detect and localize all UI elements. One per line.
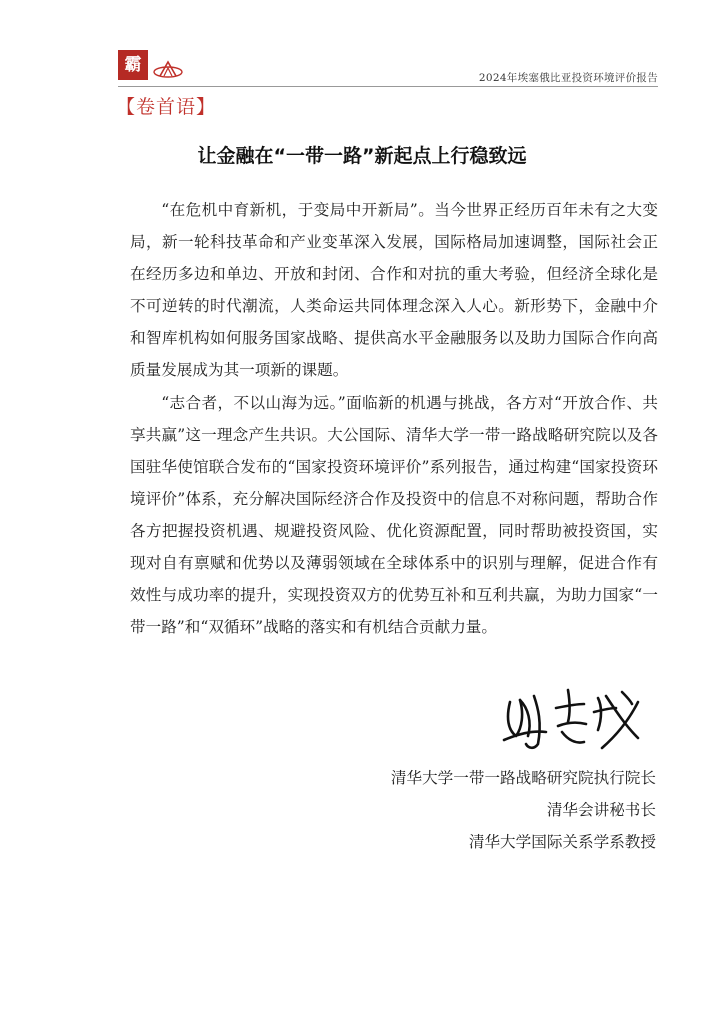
paragraph: “志合者，不以山海为远。”面临新的机遇与挑战，各方对“开放合作、共享共赢”这一理念产生共识。大公国际、清华大学一带一路战略研究院以及各国驻华使馆联合发布的“国家投资环境评价”系列报告，通过构建“国家投资环境评价”体系，充分解决国际经济合作及投资中的信息不对称问题，帮助合作各方把握投资机遇、规避投资风险、优化资源配置，同时帮助被投资国，实现对自有禀赋和优势以及薄弱领域在全球体系中的识别与理解，促进合作有效性与成功率的提升，实现投资双方的优势互补和互利共赢，为助力国家“一带一路”和“双循环”战略的落实和有机结合贡献力量。 [130,393,658,637]
section-tag: 【卷首语】 [116,96,217,118]
signature-title-line: 清华大学国际关系学系教授 [468,833,656,851]
header-divider [118,86,658,87]
body-text [130,194,658,643]
signature-title-line: 清华大学一带一路战略研究院执行院长 [390,769,656,787]
signature-icon [498,678,648,756]
report-title: 2024年埃塞俄比亚投资环境评价报告 [478,72,658,84]
signature-title-line: 清华会讲秘书长 [546,801,656,819]
page-title: 让金融在“一带一路”新起点上行稳致远 [197,145,527,167]
logo-icon: 霸 [118,50,148,80]
logo-mark-icon [150,58,186,80]
paragraph: “在危机中育新机，于变局中开新局”。当今世界正经历百年未有之大变局，新一轮科技革命和产业变革深入发展，国际格局加速调整，国际社会正在经历多边和单边、开放和封闭、合作和对抗的重大考验，但经济全球化是不可逆转的时代潮流，人类命运共同体理念深入人心。新形势下，金融中介和智库机构如何服务国家战略、提供高水平金融服务以及助力国际合作向高质量发展成为其一项新的课题。 [130,201,658,380]
